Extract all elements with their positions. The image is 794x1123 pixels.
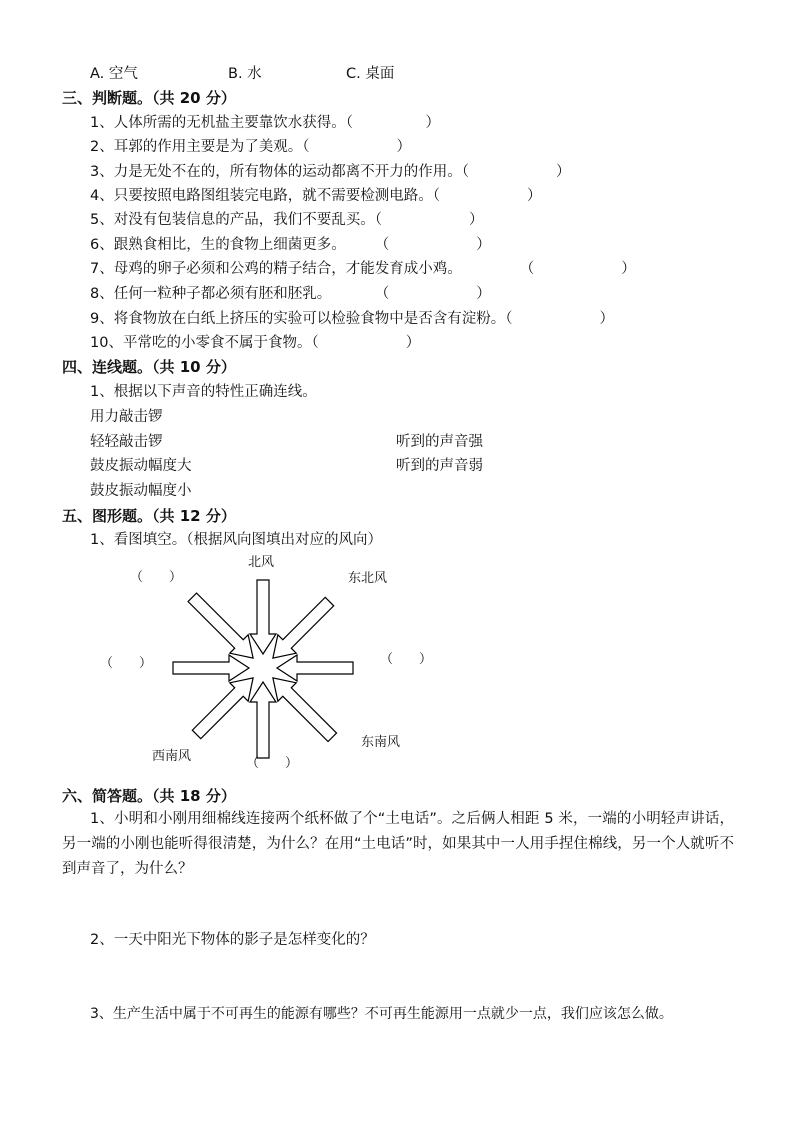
judge-item-6: 6、跟熟食相比，生的食物上细菌更多。 （ ） <box>90 237 491 253</box>
option-a: A. 空气 <box>90 66 138 82</box>
section3-title: 三、判断题。（共 20 分） <box>62 89 236 107</box>
matching-left-3: 鼓皮振动幅度大 <box>90 458 192 474</box>
judge-item-2: 2、耳郭的作用主要是为了美观。（ ） <box>90 139 411 155</box>
matching-prompt: 1、根据以下声音的特性正确连线。 <box>90 384 317 400</box>
short-answer-1: 1、小明和小刚用细棉线连接两个纸杯做了个“土电话”。之后俩人相距 5 米，一端的小明轻声讲话，另一端的小刚也能听得很清楚，为什么？在用“土电话”时，如果其中一人用手捏住棉线，另一个人就听不到声音了，为什么？ <box>62 811 734 877</box>
label-southwest: 西南风 <box>152 749 192 764</box>
judge-item-5: 5、对没有包装信息的产品，我们不要乱买。（ ） <box>90 212 484 228</box>
south-arrow <box>250 682 276 758</box>
northwest-arrow <box>183 588 262 667</box>
option-c: C. 桌面 <box>346 66 395 82</box>
blank-west: （ ） <box>100 656 153 671</box>
judge-item-3: 3、力是无处不在的，所有物体的运动都离不开力的作用。（ ） <box>90 164 571 180</box>
southwest-arrow <box>187 669 262 744</box>
judge-item-7: 7、母鸡的卵子必须和公鸡的精子结合，才能发育成小鸡。 （ ） <box>90 261 636 277</box>
figure-prompt: 1、看图填空。（根据风向图填出对应的风向） <box>90 532 382 548</box>
short-answer-3: 3、生产生活中属于不可再生的能源有哪些？不可再生能源用一点就少一点，我们应该怎么做。 <box>90 1006 673 1022</box>
east-arrow <box>277 655 353 681</box>
southeast-arrow <box>264 669 342 747</box>
section5-title: 五、图形题。（共 12 分） <box>62 507 236 525</box>
section6-title: 六、简答题。（共 18 分） <box>62 787 236 805</box>
label-northeast: 东北风 <box>348 571 388 586</box>
short-answer-2: 2、一天中阳光下物体的影子是怎样变化的？ <box>90 932 375 948</box>
label-north: 北风 <box>248 555 275 570</box>
northeast-arrow <box>264 592 339 667</box>
section4-title: 四、连线题。（共 10 分） <box>62 358 236 376</box>
blank-northwest: （ ） <box>130 570 183 585</box>
west-arrow <box>173 655 249 681</box>
matching-left-1: 用力敲击锣 <box>90 409 163 425</box>
matching-left-4: 鼓皮振动幅度小 <box>90 483 192 499</box>
north-arrow <box>250 580 276 654</box>
matching-right-2: 听到的声音弱 <box>396 458 483 474</box>
blank-south: （ ） <box>246 756 299 771</box>
judge-item-10: 10、平常吃的小零食不属于食物。（ ） <box>90 335 421 351</box>
matching-right-1: 听到的声音强 <box>396 434 483 450</box>
label-southeast: 东南风 <box>361 735 401 750</box>
judge-item-9: 9、将食物放在白纸上挤压的实验可以检验食物中是否含有淀粉。（ ） <box>90 311 614 327</box>
judge-item-1: 1、人体所需的无机盐主要靠饮水获得。（ ） <box>90 115 440 131</box>
option-b: B. 水 <box>228 66 262 82</box>
judge-item-8: 8、任何一粒种子都必须有胚和胚乳。 （ ） <box>90 286 491 302</box>
matching-left-2: 轻轻敲击锣 <box>90 434 163 450</box>
judge-item-4: 4、只要按照电路图组装完电路，就不需要检测电路。（ ） <box>90 188 542 204</box>
blank-east: （ ） <box>380 652 433 667</box>
